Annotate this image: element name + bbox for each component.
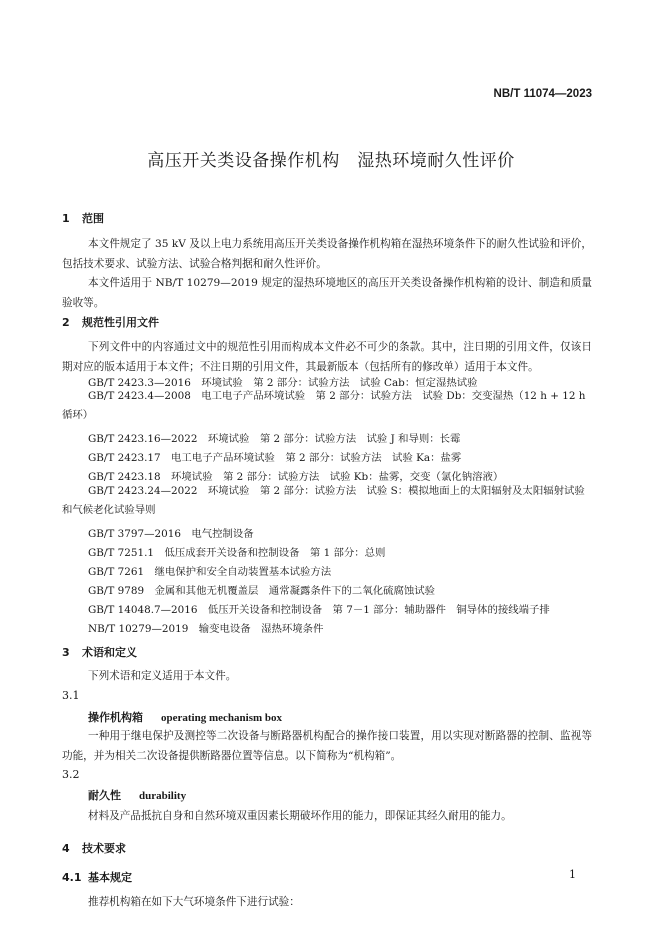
section-number: 2 (62, 316, 70, 329)
section-3-heading (62, 644, 137, 660)
reference-item: GB/T 14048.7—2016 低压开关设备和控制设备 第 7－1 部分：辅助器件 铜导体的接线端子排 (88, 604, 550, 616)
reference-item: GB/T 2423.18 环境试验 第 2 部分：试验方法 试验 Kb：盐雾，交变（氯化钠溶液） (88, 471, 504, 483)
reference-item: GB/T 7251.1 低压成套开关设备和控制设备 第 1 部分：总则 (88, 547, 386, 559)
term-number: 3.2 (62, 768, 80, 781)
references-intro (62, 338, 592, 377)
reference-item: GB/T 2423.24—2022 环境试验 第 2 部分：试验方法 试验 S：模拟地面上的太阳辐射及太阳辐射试验和气候老化试验导则 (62, 485, 585, 516)
term-definition (62, 727, 592, 766)
reference-item: GB/T 2423.3—2016 环境试验 第 2 部分：试验方法 试验 Cab：恒定湿热试验 (88, 377, 478, 389)
reference-item: GB/T 7261 继电保护和安全自动装置基本试验方法 (88, 566, 332, 578)
conditions-paragraph: 推荐机构箱在如下大气环境条件下进行试验： (88, 896, 300, 908)
section-number: 1 (62, 212, 70, 225)
scope-paragraph: 本文件规定了 35 kV 及以上电力系统用高压开关类设备操作机构箱在湿热环境条件下的耐久性试验和评价，包括技术要求、试验方法、试验合格判据和耐久性评价。 (62, 238, 592, 270)
page-number: 1 (569, 868, 576, 881)
references-intro-text: 下列文件中的内容通过文中的规范性引用而构成本文件必不可少的条款。其中，注日期的引用文件，仅该日期对应的版本适用于本文件；不注日期的引用文件，其最新版本（包括所有的修改单）适用于本文件。 (62, 341, 592, 373)
term-zh: 操作机构箱 (88, 711, 143, 724)
term-heading (88, 709, 282, 725)
reference-item: GB/T 9789 金属和其他无机覆盖层 通常凝露条件下的二氧化硫腐蚀试验 (88, 585, 436, 597)
term-heading (88, 787, 186, 803)
subsection-number: 4.1 (62, 871, 82, 884)
term-number: 3.1 (62, 689, 80, 702)
terms-intro: 下列术语和定义适用于本文件。 (88, 670, 237, 682)
section-number: 3 (62, 646, 70, 659)
section-title: 规范性引用文件 (82, 316, 159, 329)
section-2-heading (62, 314, 159, 330)
document-title: 高压开关类设备操作机构 湿热环境耐久性评价 (147, 151, 515, 171)
reference-item: GB/T 3797—2016 电气控制设备 (88, 528, 254, 540)
term-en: durability (139, 790, 187, 802)
section-title: 范围 (82, 212, 104, 225)
term-definition-text: 材料及产品抵抗自身和自然环境双重因素长期破坏作用的能力，即保证其经久耐用的能力。 (88, 810, 512, 822)
section-4-heading (62, 840, 126, 856)
term-zh: 耐久性 (88, 789, 121, 802)
standard-number: NB/T 11074—2023 (493, 88, 592, 100)
reference-item: GB/T 2423.4—2008 电工电子产品环境试验 第 2 部分：试验方法 试验 Db：交变湿热（12 h + 12 h 循环） (62, 390, 586, 421)
subsection-title: 基本规定 (88, 871, 132, 884)
subsection-4-1-heading (62, 869, 132, 885)
section-title: 术语和定义 (82, 646, 137, 659)
term-en: operating mechanism box (161, 712, 282, 724)
term-definition-text: 一种用于继电保护及测控等二次设备与断路器机构配合的操作接口装置，用以实现对断路器的控制、监视等功能，并为相关二次设备提供断路器位置等信息。以下简称为“机构箱”。 (62, 730, 592, 762)
scope-paragraph: 本文件适用于 NB/T 10279—2019 规定的湿热环境地区的高压开关类设备操作机构箱的设计、制造和质量验收等。 (62, 277, 592, 309)
section-number: 4 (62, 842, 70, 855)
reference-item: NB/T 10279—2019 输变电设备 湿热环境条件 (88, 623, 324, 635)
section-1-body (62, 235, 592, 313)
reference-item: GB/T 2423.16—2022 环境试验 第 2 部分：试验方法 试验 J 和导则：长霉 (88, 433, 461, 445)
section-1-heading (62, 210, 104, 226)
reference-item: GB/T 2423.17 电工电子产品环境试验 第 2 部分：试验方法 试验 Ka：盐雾 (88, 452, 462, 464)
section-title: 技术要求 (82, 842, 126, 855)
